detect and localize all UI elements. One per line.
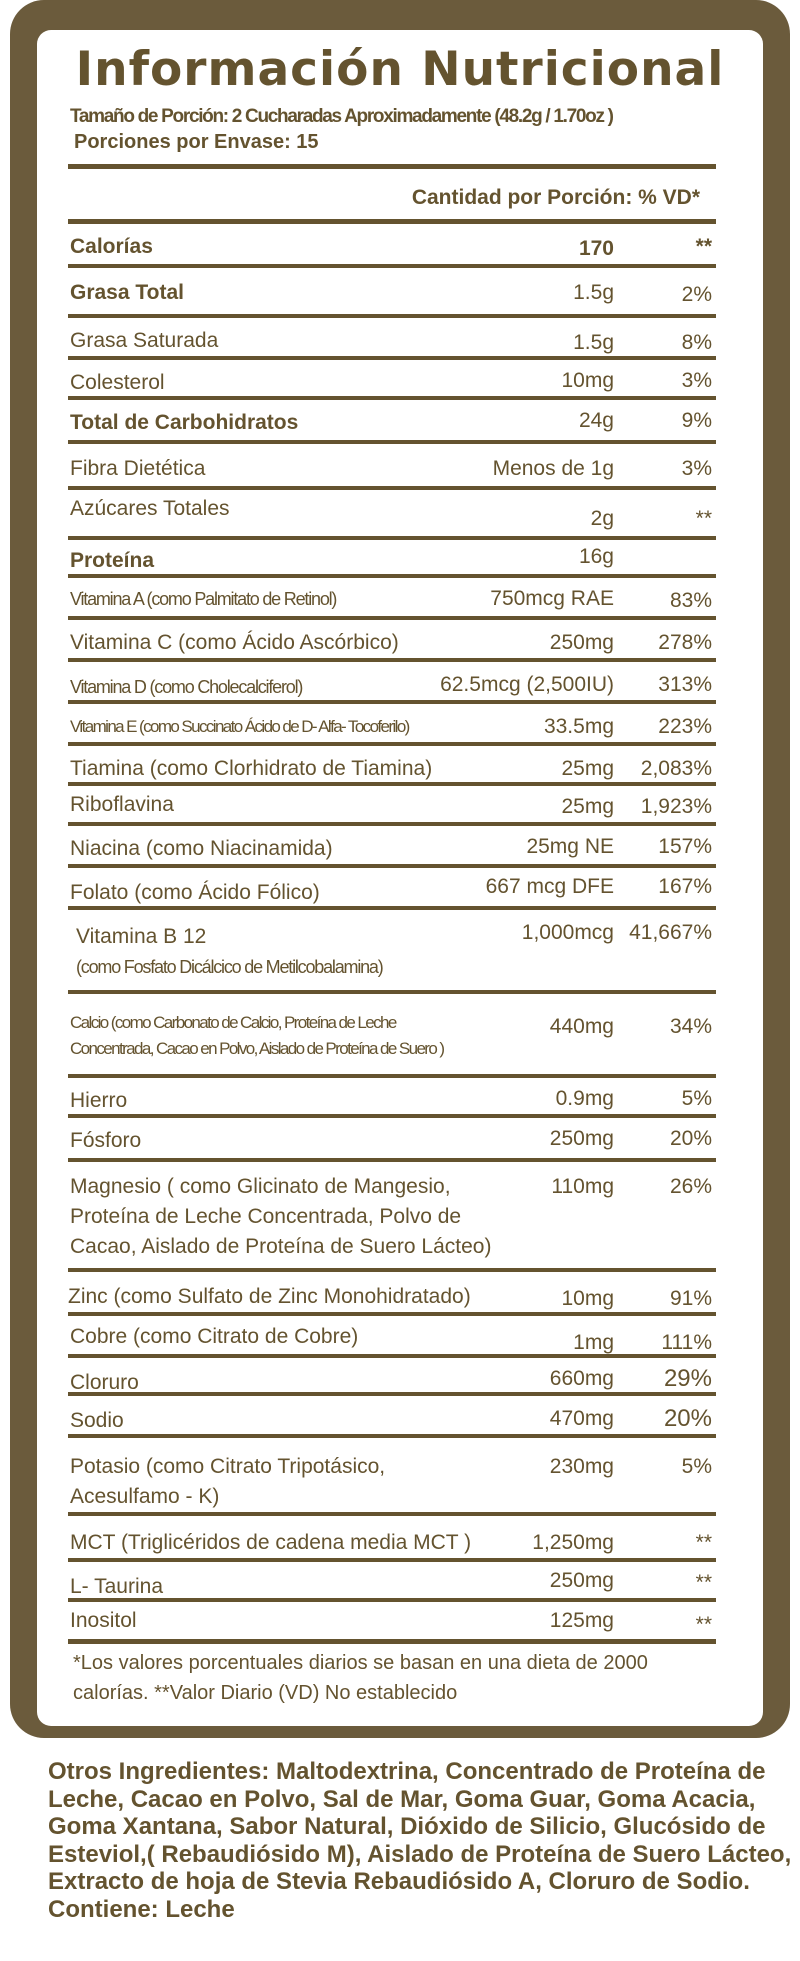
nutrient-amount: 1,000mcg (521, 921, 614, 944)
nutrient-row-vitamin-d (68, 662, 716, 704)
servings-per-container: Porciones por Envase: 15 (74, 131, 319, 153)
nutrient-amount: 1.5g (573, 331, 614, 354)
nutrient-row-thiamine (68, 746, 716, 786)
nutrient-amount: 230mg (549, 1455, 614, 1478)
nutrient-dv: 20% (669, 1127, 712, 1150)
nutrient-row-potassium (68, 1438, 716, 1516)
nutrient-row-vitamin-a (68, 578, 716, 620)
nutrient-name-detail: Proteína de Leche Concentrada, Polvo de (70, 1205, 462, 1228)
nutrient-row-niacin (68, 826, 716, 868)
nutrient-name-detail: Cacao, Aislado de Proteína de Suero Lácteo) (70, 1235, 492, 1258)
nutrient-amount: 24g (578, 409, 614, 432)
nutrient-name-detail: (como Fosfato Dicálcico de Metilcobalamina) (76, 957, 383, 977)
nutrient-name: Calcio (como Carbonato de Calcio, Proteína de Leche (70, 1013, 396, 1032)
nutrient-amount: 125mg (549, 1609, 614, 1632)
nutrient-name: Vitamina A (como Palmitato de Retinol) (70, 589, 337, 609)
nutrient-dv: 111% (661, 1331, 712, 1354)
nutrient-amount: Menos de 1g (492, 457, 614, 480)
nutrient-amount: 62.5mcg (2,500IU) (440, 673, 614, 696)
nutrient-row-chloride (68, 1358, 716, 1396)
nutrient-name: Calorías (70, 235, 153, 258)
nutrient-dv: ** (695, 235, 712, 258)
nutrient-amount: 110mg (551, 1175, 614, 1198)
nutrient-row-vitamin-c (68, 620, 716, 662)
nutrient-name: Vitamina B 12 (76, 925, 207, 948)
nutrient-dv: 167% (658, 875, 712, 898)
nutrient-dv: 157% (658, 835, 712, 858)
nutrient-name: Azúcares Totales (70, 497, 230, 520)
nutrient-name: Cobre (como Citrato de Cobre) (70, 1325, 359, 1348)
nutrient-name: Vitamina C (como Ácido Ascórbico) (70, 631, 399, 654)
nutrient-amount: 0.9mg (555, 1087, 614, 1110)
column-header: Cantidad por Porción: % VD* (411, 186, 700, 209)
nutrient-amount: 440mg (549, 1015, 614, 1038)
nutrient-row-sugars (68, 490, 716, 540)
serving-size: Tamaño de Porción: 2 Cucharadas Aproximadamente (48.2g / 1.70oz ) (70, 106, 613, 127)
nutrient-amount: 250mg (549, 1569, 614, 1592)
nutrient-row-mct (68, 1516, 716, 1562)
nutrient-row-vitamin-b12 (68, 910, 716, 994)
nutrient-name: Inositol (70, 1609, 137, 1632)
nutrient-dv: 5% (681, 1455, 712, 1478)
nutrient-amount: 250mg (549, 631, 614, 654)
nutrient-row-total-fat (68, 268, 716, 318)
nutrient-name: Vitamina D (como Cholecalciferol) (70, 677, 303, 697)
nutrient-dv: 8% (681, 331, 712, 354)
nutrient-name: Total de Carbohidratos (70, 411, 299, 434)
nutrient-name-detail: Acesulfamo - K) (70, 1485, 220, 1508)
divider (68, 164, 716, 169)
nutrient-row-sodium (68, 1396, 716, 1438)
nutrient-row-taurine (68, 1562, 716, 1602)
nutrient-dv: 3% (681, 457, 712, 480)
nutrient-amount: 10mg (561, 369, 614, 392)
nutrient-dv: 29% (663, 1365, 712, 1392)
nutrient-name: Vitamina E (como Succinato Ácido de D- Alfa- Tocoferilo) (70, 717, 409, 736)
nutrient-row-magnesium (68, 1162, 716, 1272)
nutrient-row-riboflavin (68, 786, 716, 826)
nutrient-name: Fósforo (70, 1129, 142, 1152)
nutrient-name: Proteína (70, 549, 155, 572)
nutrient-dv: 91% (669, 1287, 712, 1310)
nutrient-name: Fibra Dietética (70, 457, 206, 480)
nutrient-row-fiber (68, 444, 716, 490)
nutrient-row-phosphorus (68, 1118, 716, 1162)
nutrient-row-calcium (68, 994, 716, 1078)
nutrient-name: Hierro (70, 1089, 128, 1112)
nutrient-name: MCT (Triglicéridos de cadena media MCT ) (70, 1531, 472, 1554)
nutrient-name: Zinc (como Sulfato de Zinc Monohidratado) (68, 1285, 471, 1308)
nutrient-amount: 660mg (549, 1367, 614, 1390)
nutrient-dv: 34% (669, 1015, 712, 1038)
nutrient-name: Grasa Total (70, 281, 184, 304)
other-ingredients: Otros Ingredientes: Maltodextrina, Concentrado de Proteína de Leche, Cacao en Polvo, Sal de Mar, Goma Guar, Goma Acacia, Goma Xantana, Sabor Natural, Dióxido de Silicio, Glucósido de Esteviol,( Rebaudiósido M), Aislado de Proteína de Suero Lácteo, Extracto de hoja de Stevia Rebaudiósido A, Cloruro de Sodio. Contiene: Leche (48, 1758, 792, 1923)
nutrient-amount: 170 (578, 237, 614, 260)
nutrient-dv: 41,667% (629, 921, 712, 944)
nutrient-dv: 20% (663, 1405, 712, 1432)
nutrient-amount: 750mcg RAE (490, 587, 614, 610)
nutrient-row-iron (68, 1078, 716, 1118)
nutrient-row-saturated-fat (68, 318, 716, 360)
nutrient-row-vitamin-e (68, 704, 716, 746)
nutrient-row-folate (68, 868, 716, 910)
nutrient-amount: 250mg (549, 1127, 614, 1150)
nutrient-name: Niacina (como Niacinamida) (70, 837, 333, 860)
nutrient-name: Colesterol (70, 371, 165, 394)
nutrient-name: Magnesio ( como Glicinato de Mangesio, (70, 1175, 451, 1198)
nutrient-amount: 1,250mg (532, 1531, 614, 1554)
nutrient-amount: 2g (590, 507, 614, 530)
nutrient-name: Tiamina (como Clorhidrato de Tiamina) (70, 757, 433, 780)
nutrient-name: Cloruro (70, 1371, 139, 1394)
nutrient-dv: ** (695, 1613, 712, 1636)
nutrient-amount: 25mg (561, 795, 614, 818)
nutrient-row-protein (68, 540, 716, 578)
nutrient-name: Potasio (como Citrato Tripotásico, (70, 1455, 386, 1478)
nutrient-row-copper (68, 1316, 716, 1358)
nutrient-dv: 223% (658, 715, 712, 738)
nutrient-dv: 313% (658, 673, 712, 696)
nutrient-dv: ** (695, 1571, 712, 1594)
nutrient-name-detail: Concentrada, Cacao en Polvo, Aislado de Proteína de Suero ) (70, 1039, 444, 1058)
nutrient-name: Folato (como Ácido Fólico) (70, 881, 320, 904)
nutrient-name: Grasa Saturada (70, 329, 219, 352)
nutrient-amount: 25mg (561, 757, 614, 780)
nutrient-dv: 2% (681, 283, 712, 306)
nutrient-row-calories (68, 224, 716, 268)
nutrient-dv: 278% (658, 631, 712, 654)
nutrient-amount: 10mg (561, 1287, 614, 1310)
nutrient-dv: ** (695, 507, 712, 530)
nutrient-amount: 16g (578, 545, 614, 568)
label-title: Información Nutricional (75, 42, 725, 97)
nutrient-dv: 5% (681, 1087, 712, 1110)
nutrient-amount: 25mg NE (526, 835, 614, 858)
nutrient-amount: 1mg (573, 1331, 614, 1354)
nutrient-name: L- Taurina (70, 1575, 164, 1598)
nutrient-dv: 2,083% (640, 757, 712, 780)
nutrient-dv: 9% (681, 409, 712, 432)
nutrient-dv: 26% (669, 1175, 712, 1198)
nutrient-amount: 1.5g (573, 281, 614, 304)
nutrient-dv: 3% (681, 369, 712, 392)
nutrient-dv: 83% (669, 589, 712, 612)
nutrient-row-zinc (68, 1272, 716, 1316)
nutrient-row-inositol (68, 1602, 716, 1644)
footnote: *Los valores porcentuales diarios se basan en una dieta de 2000 calorías. **Valor Diario (VD) No establecido (73, 1652, 648, 1704)
nutrient-amount: 470mg (549, 1407, 614, 1430)
nutrient-name: Riboflavina (70, 793, 174, 816)
nutrient-amount: 667 mcg DFE (485, 875, 614, 898)
nutrient-amount: 33.5mg (543, 715, 614, 738)
nutrient-row-carbohydrates (68, 400, 716, 444)
nutrient-row-cholesterol (68, 360, 716, 400)
nutrient-name: Sodio (70, 1409, 124, 1432)
nutrient-dv: ** (695, 1531, 712, 1554)
nutrient-dv: 1,923% (640, 795, 712, 818)
